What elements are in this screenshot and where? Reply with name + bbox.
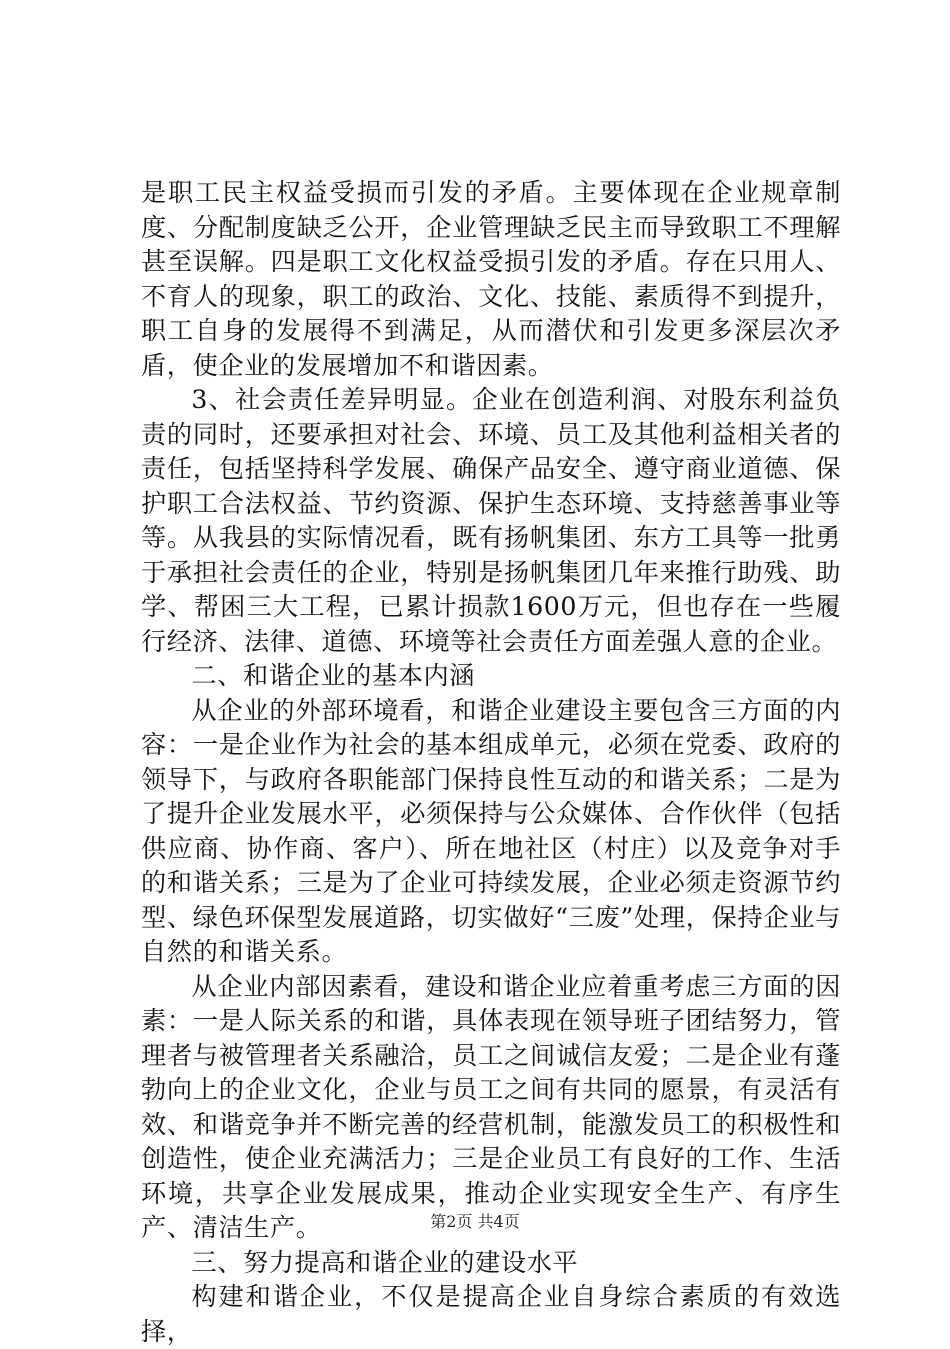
page-number-label: 第2页 共4页 (430, 1212, 520, 1231)
document-body (141, 176, 841, 1349)
paragraph-continued: 是职工民主权益受损而引发的矛盾。主要体现在企业规章制度、分配制度缺乏公开，企业管理缺乏民主而导致职工不理解甚至误解。四是职工文化权益受损引发的矛盾。存在只用人、不育人的现象，职工的政治、文化、技能、素质得不到提升，职工自身的发展得不到满足，从而潜伏和引发更多深层次矛盾，使企业的发展增加不和谐因素。 (141, 178, 841, 380)
paragraph-external-environment: 从企业的外部环境看，和谐企业建设主要包含三方面的内容：一是企业作为社会的基本组成单元，必须在党委、政府的领导下，与政府各职能部门保持良性互动的和谐关系；二是为了提升企业发展水平，必须保持与公众媒体、合作伙伴（包括供应商、协作商、客户）、所在地社区（村庄）以及竞争对手的和谐关系；三是为了企业可持续发展，企业必须走资源节约型、绿色环保型发展道路，切实做好“三废”处理，保持企业与自然的和谐关系。 (141, 695, 841, 966)
section-heading-basic-connotation: 二、和谐企业的基本内涵 (191, 661, 476, 690)
paragraph-internal-factors: 从企业内部因素看，建设和谐企业应着重考虑三方面的因素：一是人际关系的和谐，具体表现在领导班子团结努力，管理者与被管理者关系融洽，员工之间诚信友爱；二是企业有蓬勃向上的企业文化，企业与员工之间有共同的愿景，有灵活有效、和谐竞争并不断完善的经营机制，能激发员工的积极性和创造性，使企业充满活力；三是企业员工有良好的工作、生活环境，共享企业发展成果，推动企业实现安全生产、有序生产、清洁生产。 (141, 971, 841, 1242)
paragraph-building-harmony: 构建和谐企业，不仅是提高企业自身综合素质的有效选择， (141, 1282, 841, 1346)
section-heading-construction-level: 三、努力提高和谐企业的建设水平 (191, 1247, 579, 1277)
paragraph-social-responsibility: 3、社会责任差异明显。企业在创造利润、对股东利益负责的同时，还要承担对社会、环境、员工及其他利益相关者的责任，包括坚持科学发展、确保产品安全、遵守商业道德、保护职工合法权益、节约资源、保护生态环境、支持慈善事业等等。从我县的实际情况看，既有扬帆集团、东方工具等一批勇于承担社会责任的企业，特别是扬帆集团几年来推行助残、助学、帮困三大工程，已累计损款1600万元，但也存在一些履行经济、法律、道德、环境等社会责任方面差强人意的企业。 (141, 385, 841, 656)
page-footer (0, 1212, 950, 1232)
